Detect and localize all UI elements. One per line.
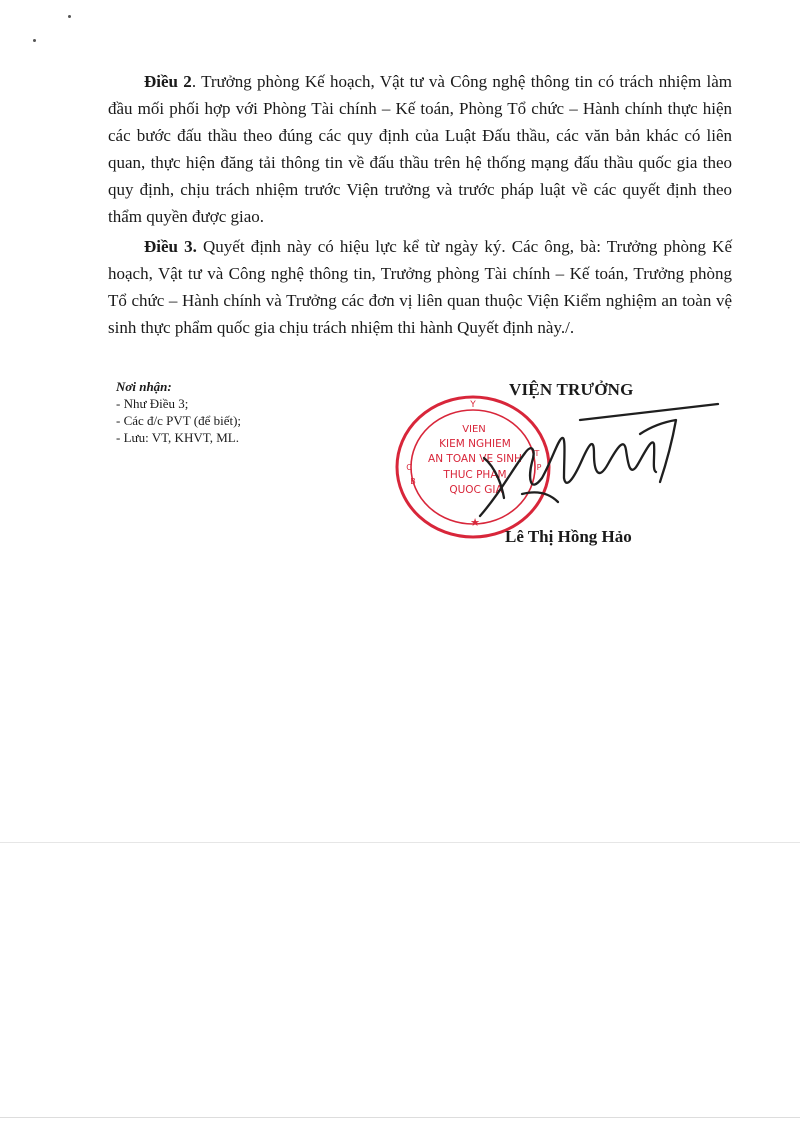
svg-text:★: ★ [470, 516, 480, 529]
svg-text:QUOC GIA: QUOC GIA [449, 484, 503, 496]
article-3-text: Quyết định này có hiệu lực kể từ ngày ký. Các ông, bà: Trưởng phòng Kế hoạch, Vật tư và Công nghệ thông tin, Trưởng phòng Tài chính – Kế toán, Trưởng phòng Tổ chức – Hành chính và Trưởng các đơn vị liên quan thuộc Viện Kiểm nghiệm an toàn vệ sinh thực phẩm quốc gia chịu trách nhiệm thi hành Quyết định này./. [108, 237, 732, 337]
svg-text:P: P [536, 463, 542, 472]
article-2-label: Điều 2 [144, 72, 192, 91]
svg-text:C: C [406, 463, 412, 472]
recipient-item: - Như Điều 3; [116, 396, 189, 411]
signature-title: VIỆN TRƯỞNG [509, 380, 634, 399]
svg-text:THUC PHAM: THUC PHAM [443, 469, 507, 481]
signer-name: Lê Thị Hồng Hảo [505, 527, 632, 546]
recipients-title: Nơi nhận: [116, 379, 172, 394]
svg-text:VIEN: VIEN [462, 424, 486, 435]
scan-fold-line [0, 1117, 800, 1118]
article-3 [108, 233, 732, 341]
recipients-block [116, 378, 241, 446]
recipient-item: - Các đ/c PVT (để biết); [116, 413, 242, 428]
svg-text:B: B [410, 477, 416, 486]
svg-text:T: T [534, 449, 540, 458]
scan-speck [68, 15, 71, 18]
article-2-text: . Trưởng phòng Kế hoạch, Vật tư và Công nghệ thông tin có trách nhiệm làm đầu mối phối hợp với Phòng Tài chính – Kế toán, Phòng Tổ chức – Hành chính thực hiện các bước đấu thầu theo đúng các quy định của Luật Đấu thầu, các văn bản khác có liên quan, thực hiện đăng tải thông tin về đấu thầu trên hệ thống mạng đấu thầu quốc gia theo quy định, chịu trách nhiệm trước Viện trưởng và trước pháp luật về các quyết định theo thẩm quyền được giao. [108, 72, 732, 226]
article-2 [108, 68, 732, 230]
scan-fold-line [0, 842, 800, 843]
svg-text:KIEM NGHIEM: KIEM NGHIEM [439, 438, 511, 450]
recipient-item: - Lưu: VT, KHVT, ML. [116, 430, 239, 445]
handwritten-signature [440, 398, 730, 528]
svg-text:Y: Y [470, 400, 476, 410]
article-3-label: Điều 3. [144, 237, 197, 256]
svg-text:AN TOAN VE SINH: AN TOAN VE SINH [428, 453, 522, 465]
scan-speck [33, 39, 36, 42]
